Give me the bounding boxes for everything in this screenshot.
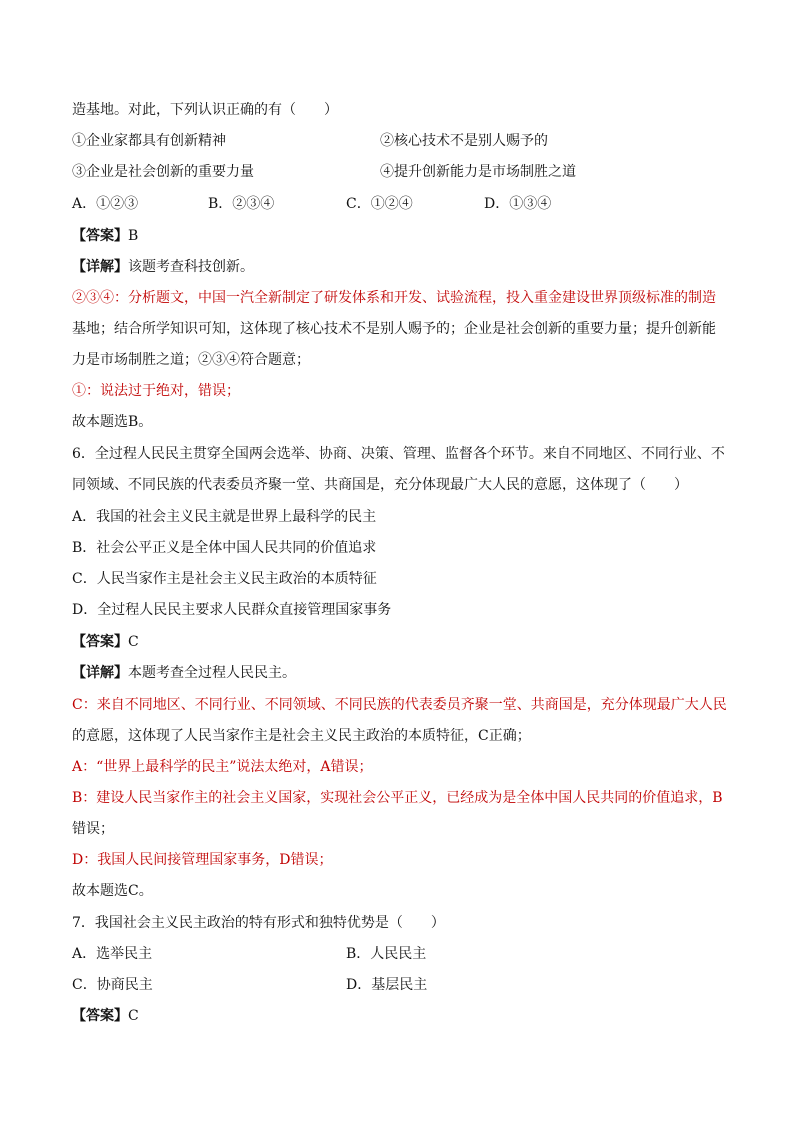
q7-option-b: B．人民民主 [346,946,427,962]
q7-answer [72,1006,722,1026]
q5-option-c: C．①②④ [346,196,413,212]
q5-analysis-line: ①：说法过于绝对，错误； [72,383,240,399]
answer-tag: 【答案】 [72,228,128,244]
q6-stem-line: 6．全过程人民民主贯穿全国两会选举、协商、决策、管理、监督各个环节。来自不同地区、不同行业、不 [72,446,725,462]
q6-conclusion: 故本题选C。 [72,883,153,899]
detail-tag: 【详解】 [72,259,128,275]
answer-tag: 【答案】 [72,1008,128,1024]
q7-option-d: D．基层民主 [346,977,428,993]
q5-analysis-line: ②③④：分析题文，中国一汽全新制定了研发体系和开发、试验流程，投入重金建设世界顶级标准的制造 [72,290,716,306]
q6-stem-line: 同领域、不同民族的代表委员齐聚一堂、共商国是，充分体现最广大人民的意愿，这体现了（ ） [72,477,688,493]
q6-analysis-line: D：我国人民间接管理国家事务，D错误； [72,852,333,868]
detail-text: 该题考查科技创新。 [128,259,254,275]
q5-statement-4: ④提升创新能力是市场制胜之道 [380,164,576,180]
q6-option-b: B．社会公平正义是全体中国人民共同的价值追求 [72,540,377,556]
q5-analysis-line: 力是市场制胜之道；②③④符合题意； [72,352,310,368]
q5-analysis-line: 基地；结合所学知识可知，这体现了核心技术不是别人赐予的；企业是社会创新的重要力量；提升创新能 [72,321,716,337]
q7-option-c: C．协商民主 [72,977,153,993]
q7-stem: 7．我国社会主义民主政治的特有形式和独特优势是（ ） [72,915,445,931]
answer-value: C [128,634,139,650]
answer-tag: 【答案】 [72,634,128,650]
detail-tag: 【详解】 [72,665,128,681]
q6-answer [72,632,722,652]
q6-option-a: A．我国的社会主义民主就是世界上最科学的民主 [72,509,377,525]
q5-detail [72,257,722,277]
q6-analysis-line: C：来自不同地区、不同行业、不同领域、不同民族的代表委员齐聚一堂、共商国是，充分体现最广大人民 [72,697,727,713]
q5-stem-tail: 造基地。对此，下列认识正确的有（ ） [72,102,338,118]
q6-analysis-line: 错误； [72,821,114,837]
q7-option-a: A．选举民主 [72,946,153,962]
answer-value: C [128,1008,139,1024]
q6-analysis-line: A：“世界上最科学的民主”说法太绝对，A错误； [72,759,373,775]
q6-option-c: C．人民当家作主是社会主义民主政治的本质特征 [72,571,377,587]
answer-value: B [128,228,139,244]
q5-conclusion: 故本题选B。 [72,414,153,430]
q5-option-a: A．①②③ [72,196,139,212]
q5-statement-2: ②核心技术不是别人赐予的 [380,133,548,149]
q5-answer [72,226,722,246]
detail-text: 本题考查全过程人民民主。 [128,665,296,681]
q5-option-b: B．②③④ [208,196,275,212]
q5-option-d: D．①③④ [484,196,552,212]
q6-detail [72,663,722,683]
q5-statement-1: ①企业家都具有创新精神 [72,133,226,149]
q6-analysis-line: 的意愿，这体现了人民当家作主是社会主义民主政治的本质特征，C正确； [72,728,531,744]
q5-statement-3: ③企业是社会创新的重要力量 [72,164,254,180]
q6-analysis-line: B：建设人民当家作主的社会主义国家，实现社会公平正义，已经成为是全体中国人民共同的价值追求，B [72,790,723,806]
q6-option-d: D．全过程人民民主要求人民群众直接管理国家事务 [72,602,392,618]
